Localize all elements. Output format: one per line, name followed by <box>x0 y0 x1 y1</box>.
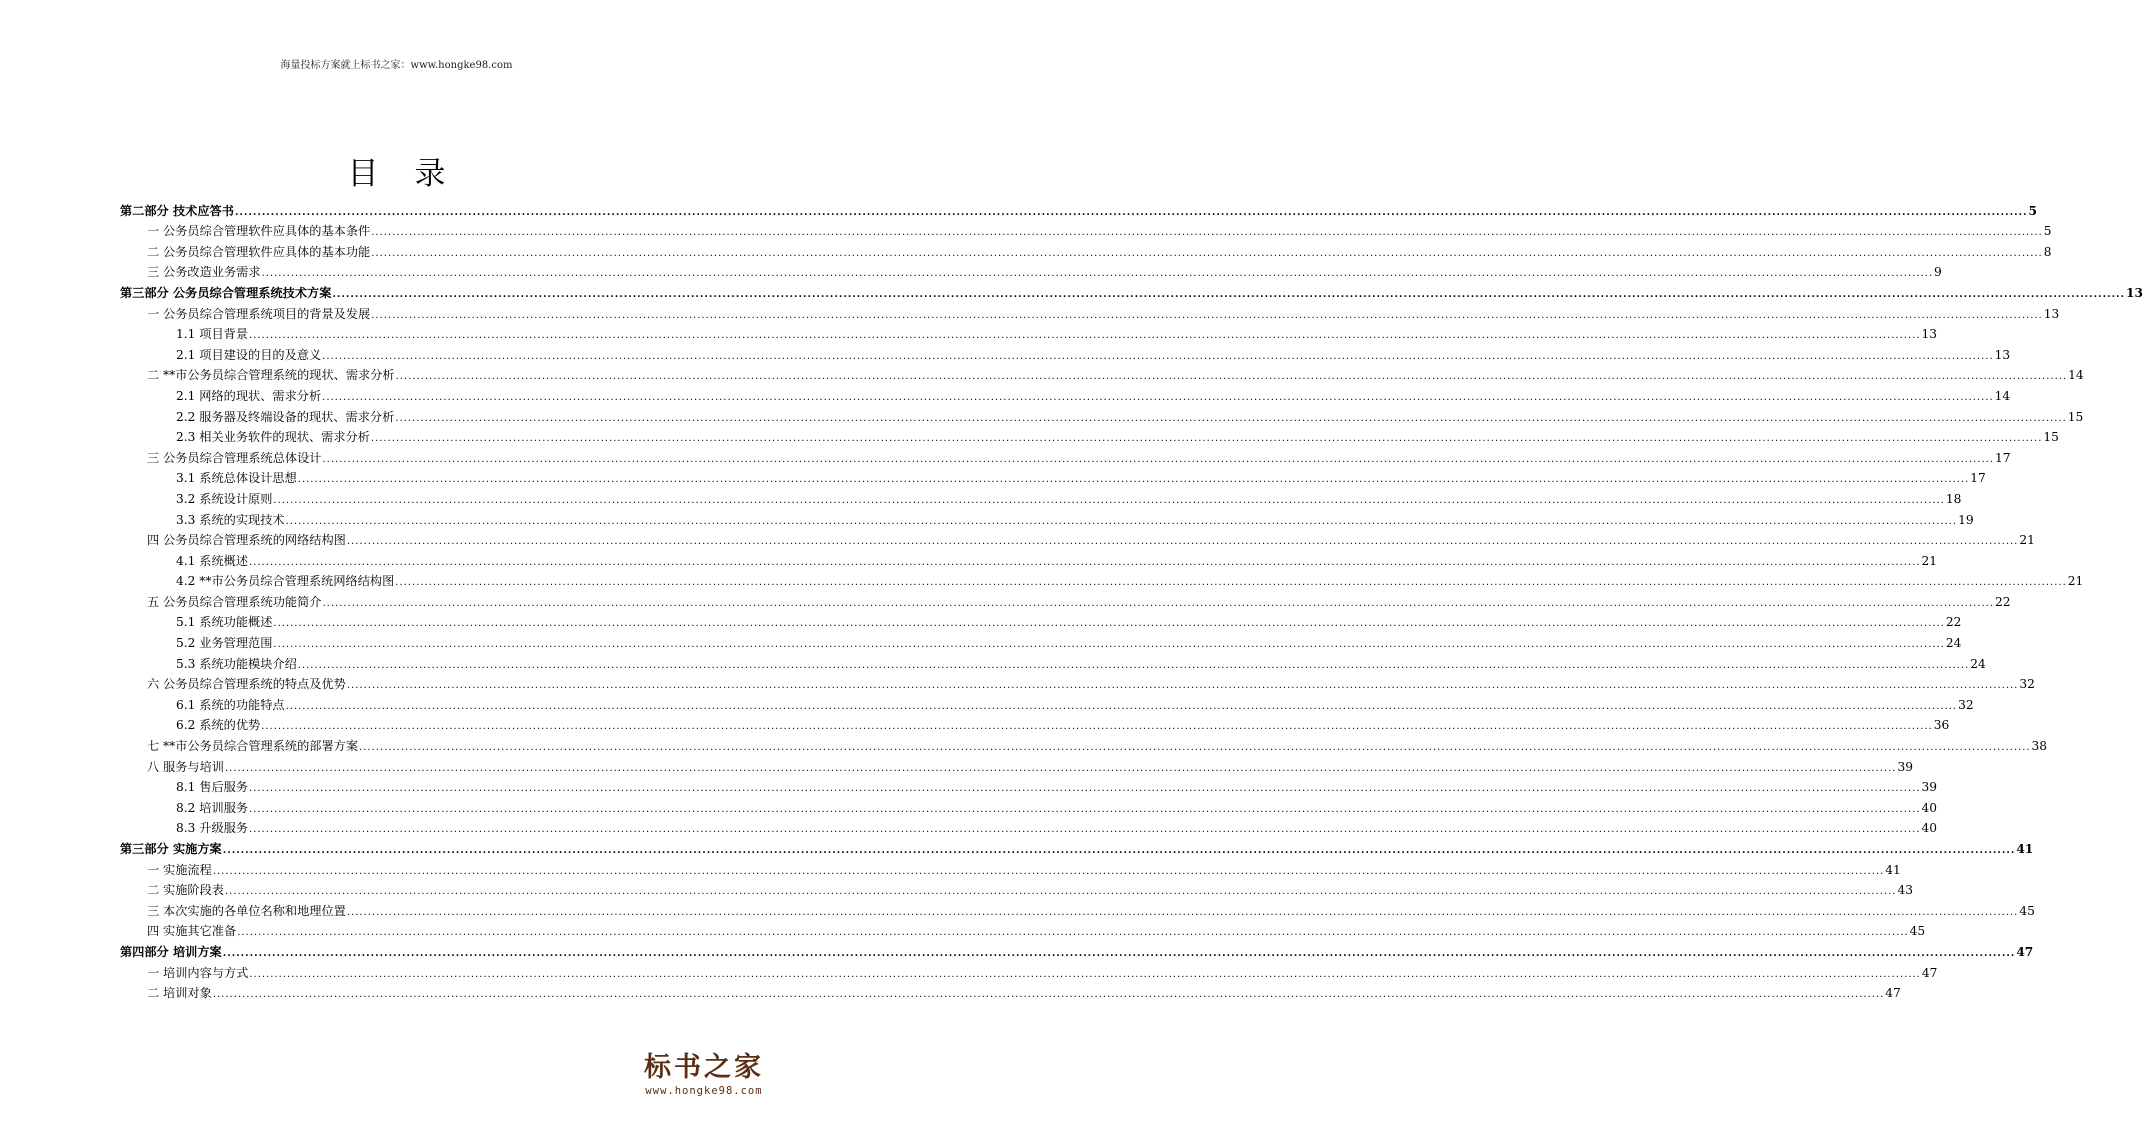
toc-dot-leader: ................................................................................................................................................................................................................................................................................................................................................................................................................ <box>322 453 1994 465</box>
page-header: 海量投标方案就上标书之家：www.hongke98.com <box>280 60 513 71</box>
toc-entry-title: 一 公务员综合管理系统项目的背景及发展 <box>147 306 371 321</box>
toc-entry-title: 4.2 **市公务员综合管理系统网络结构图 <box>176 574 395 589</box>
logo-mark: 标书之家 <box>644 1052 764 1083</box>
toc-dot-leader: ................................................................................................................................................................................................................................................................................................................................................................................................................ <box>249 803 1921 815</box>
toc-entry-title: 4.1 系统概述 <box>176 553 249 568</box>
toc-entry-title: 一 公务员综合管理软件应具体的基本条件 <box>147 224 371 239</box>
toc-dot-leader: ................................................................................................................................................................................................................................................................................................................................................................................................................ <box>212 989 1885 1001</box>
toc-entry[interactable] <box>120 241 2052 262</box>
toc-dot-leader: ................................................................................................................................................................................................................................................................................................................................................................................................................ <box>285 515 1958 527</box>
toc-entry-page-number: 21 <box>1921 553 1938 568</box>
toc-dot-leader: ................................................................................................................................................................................................................................................................................................................................................................................................................ <box>297 659 1970 671</box>
toc-dot-leader: ................................................................................................................................................................................................................................................................................................................................................................................................................ <box>322 597 1994 609</box>
toc-entry-page-number: 13 <box>2043 306 2060 321</box>
toc-entry-page-number: 39 <box>1897 759 1913 774</box>
toc-entry[interactable] <box>120 694 1974 715</box>
toc-dot-leader: ................................................................................................................................................................................................................................................................................................................................................................................................................ <box>359 742 2031 754</box>
toc-entry-page-number: 5 <box>2028 203 2037 218</box>
toc-entry-page-number: 47 <box>1885 986 1901 1001</box>
toc-entry[interactable] <box>120 303 2060 324</box>
toc-entry-page-number: 18 <box>1945 491 1962 506</box>
toc-entry[interactable] <box>120 983 1901 1004</box>
toc-entry-page-number: 45 <box>2019 903 2035 918</box>
toc-dot-leader: ................................................................................................................................................................................................................................................................................................................................................................................................................ <box>212 865 1885 877</box>
toc-entry[interactable] <box>120 962 1938 983</box>
toc-entry-title: 六 公务员综合管理系统的特点及优势 <box>147 677 346 692</box>
toc-entry[interactable] <box>120 262 1942 283</box>
toc-entry[interactable] <box>120 530 2035 551</box>
page-title: 目录 <box>347 156 482 192</box>
toc-dot-leader: ................................................................................................................................................................................................................................................................................................................................................................................................................ <box>249 330 1921 342</box>
toc-entry-page-number: 47 <box>2016 944 2034 959</box>
toc-entry-title: 3.1 系统总体设计思想 <box>176 471 297 486</box>
toc-entry-title: 三 公务改造业务需求 <box>147 265 261 280</box>
toc-entry-title: 一 培训内容与方式 <box>147 965 249 980</box>
toc-entry-title: 8.2 培训服务 <box>176 800 249 815</box>
toc-dot-leader: ................................................................................................................................................................................................................................................................................................................................................................................................................ <box>225 886 1897 898</box>
toc-entry[interactable] <box>120 365 2084 386</box>
toc-entry-page-number: 14 <box>1994 388 2011 403</box>
toc-entry-page-number: 14 <box>2068 368 2084 383</box>
toc-entry[interactable] <box>120 571 2084 592</box>
toc-dot-leader: ................................................................................................................................................................................................................................................................................................................................................................................................................ <box>261 721 1933 733</box>
toc-entry[interactable] <box>120 921 1926 942</box>
toc-entry-page-number: 15 <box>2043 430 2059 445</box>
toc-entry-title: 5.1 系统功能概述 <box>176 615 273 630</box>
toc-entry-title: 第三部分 公务员综合管理系统技术方案 <box>120 285 332 300</box>
toc-dot-leader: ................................................................................................................................................................................................................................................................................................................................................................................................................ <box>249 783 1921 795</box>
toc-entry[interactable] <box>120 509 1974 530</box>
toc-entry-page-number: 24 <box>1945 636 1962 651</box>
toc-entry[interactable] <box>120 447 2011 468</box>
toc-entry[interactable] <box>120 221 2052 242</box>
toc-entry[interactable] <box>120 282 2143 303</box>
toc-entry[interactable] <box>120 468 1986 489</box>
toc-dot-leader: ................................................................................................................................................................................................................................................................................................................................................................................................................ <box>297 474 1970 486</box>
toc-entry[interactable] <box>120 427 2059 448</box>
toc-entry[interactable] <box>120 777 1938 798</box>
toc-dot-leader: ................................................................................................................................................................................................................................................................................................................................................................................................................ <box>371 227 2043 239</box>
toc-entry-page-number: 13 <box>1921 327 1938 342</box>
toc-dot-leader: ................................................................................................................................................................................................................................................................................................................................................................................................................ <box>225 762 1897 774</box>
toc-entry-title: 8.3 升级服务 <box>176 821 249 836</box>
toc-entry-page-number: 19 <box>1958 512 1974 527</box>
toc-entry[interactable] <box>120 900 2035 921</box>
toc-dot-leader: ................................................................................................................................................................................................................................................................................................................................................................................................................ <box>237 927 1909 939</box>
toc-entry-page-number: 15 <box>2067 409 2084 424</box>
toc-entry-page-number: 21 <box>2019 533 2035 548</box>
toc-entry[interactable] <box>120 385 2011 406</box>
toc-dot-leader: ................................................................................................................................................................................................................................................................................................................................................................................................................ <box>346 906 2019 918</box>
toc-entry-title: 三 本次实施的各单位名称和地理位置 <box>147 903 346 918</box>
toc-entry-page-number: 47 <box>1921 965 1938 980</box>
toc-entry-page-number: 24 <box>1970 656 1986 671</box>
toc-dot-leader: ................................................................................................................................................................................................................................................................................................................................................................................................................ <box>222 845 2016 856</box>
toc-entry-page-number: 40 <box>1921 821 1938 836</box>
toc-entry-page-number: 9 <box>1934 265 1942 280</box>
toc-entry[interactable] <box>120 488 1962 509</box>
toc-entry-page-number: 13 <box>2126 285 2143 300</box>
toc-dot-leader: ................................................................................................................................................................................................................................................................................................................................................................................................................ <box>249 556 1921 568</box>
toc-dot-leader: ................................................................................................................................................................................................................................................................................................................................................................................................................ <box>346 536 2019 548</box>
toc-dot-leader: ................................................................................................................................................................................................................................................................................................................................................................................................................ <box>222 947 2016 959</box>
toc-dot-leader: ................................................................................................................................................................................................................................................................................................................................................................................................................ <box>249 824 1921 836</box>
toc-entry-page-number: 43 <box>1897 883 1913 898</box>
toc-entry[interactable] <box>120 880 1913 901</box>
toc-entry-title: 2.2 服务器及终端设备的现状、需求分析 <box>176 409 395 424</box>
toc-entry[interactable] <box>120 653 1986 674</box>
toc-entry-title: 1.1 项目背景 <box>176 327 249 342</box>
toc-entry-page-number: 32 <box>2019 677 2035 692</box>
toc-entry-page-number: 22 <box>1994 594 2011 609</box>
toc-entry-page-number: 39 <box>1921 780 1938 795</box>
toc-entry-page-number: 41 <box>1885 862 1901 877</box>
toc-entry[interactable] <box>120 818 1938 839</box>
toc-dot-leader: ................................................................................................................................................................................................................................................................................................................................................................................................................ <box>273 618 1945 630</box>
toc-entry-title: 七 **市公务员综合管理系统的部署方案 <box>147 739 359 754</box>
toc-entry[interactable] <box>120 941 2034 962</box>
toc-entry-title: 2.3 相关业务软件的现状、需求分析 <box>176 430 370 445</box>
toc-entry[interactable] <box>120 859 1901 880</box>
toc-entry-page-number: 5 <box>2043 224 2052 239</box>
toc-entry[interactable] <box>120 632 1962 653</box>
toc-entry-title: 6.1 系统的功能特点 <box>176 697 285 712</box>
toc-dot-leader: ................................................................................................................................................................................................................................................................................................................................................................................................................ <box>395 412 2067 424</box>
toc-entry-page-number: 45 <box>1909 924 1926 939</box>
toc-dot-leader: ................................................................................................................................................................................................................................................................................................................................................................................................................ <box>249 968 1921 980</box>
toc-entry-title: 八 服务与培训 <box>147 759 224 774</box>
toc-dot-leader: ................................................................................................................................................................................................................................................................................................................................................................................................................ <box>346 680 2019 692</box>
toc-entry-title: 四 公务员综合管理系统的网络结构图 <box>147 533 346 548</box>
toc-entry-title: 第二部分 技术应答书 <box>120 203 234 218</box>
toc-entry[interactable] <box>120 612 1962 633</box>
toc-dot-leader: ................................................................................................................................................................................................................................................................................................................................................................................................................ <box>273 494 1945 506</box>
toc-entry[interactable] <box>120 735 2048 756</box>
toc-entry-title: 2.1 项目建设的目的及意义 <box>176 347 322 362</box>
toc-entry-title: 2.1 网络的现状、需求分析 <box>176 388 322 403</box>
toc-entry-title: 3.3 系统的实现技术 <box>176 512 285 527</box>
toc-entry-page-number: 36 <box>1933 718 1950 733</box>
toc-entry[interactable] <box>120 344 2011 365</box>
toc-entry[interactable] <box>120 715 1950 736</box>
toc-entry[interactable] <box>120 838 2034 859</box>
toc-dot-leader: ................................................................................................................................................................................................................................................................................................................................................................................................................ <box>395 371 2068 383</box>
toc-entry-page-number: 17 <box>1970 471 1986 486</box>
toc-entry[interactable] <box>120 756 1913 777</box>
toc-entry[interactable] <box>120 591 2011 612</box>
toc-entry-title: 二 公务员综合管理软件应具体的基本功能 <box>147 244 371 259</box>
toc-dot-leader: ................................................................................................................................................................................................................................................................................................................................................................................................................ <box>322 350 1994 362</box>
toc-entry[interactable] <box>120 674 2035 695</box>
toc-entry-title: 二 实施阶段表 <box>147 883 224 898</box>
toc-dot-leader: ................................................................................................................................................................................................................................................................................................................................................................................................................ <box>371 309 2043 321</box>
toc-dot-leader: ................................................................................................................................................................................................................................................................................................................................................................................................................ <box>371 247 2043 259</box>
site-logo <box>629 1052 779 1098</box>
toc-entry[interactable] <box>120 324 1938 345</box>
toc-dot-leader: ................................................................................................................................................................................................................................................................................................................................................................................................................ <box>234 206 2028 218</box>
toc-entry-title: 第四部分 培训方案 <box>120 944 222 959</box>
toc-entry-title: 5.2 业务管理范围 <box>176 636 273 651</box>
toc-dot-leader: ................................................................................................................................................................................................................................................................................................................................................................................................................ <box>332 288 2126 300</box>
toc-entry[interactable] <box>120 406 2084 427</box>
toc-dot-leader: ................................................................................................................................................................................................................................................................................................................................................................................................................ <box>322 391 1994 403</box>
toc-entry-title: 二 **市公务员综合管理系统的现状、需求分析 <box>147 368 395 383</box>
toc-entry-page-number: 17 <box>1994 450 2011 465</box>
toc-entry-title: 二 培训对象 <box>147 986 212 1001</box>
toc-entry-page-number: 41 <box>2016 842 2034 856</box>
toc-entry[interactable] <box>120 550 1938 571</box>
toc-entry-title: 三 公务员综合管理系统总体设计 <box>147 450 322 465</box>
toc-dot-leader: ................................................................................................................................................................................................................................................................................................................................................................................................................ <box>285 700 1958 712</box>
toc-entry-title: 四 实施其它准备 <box>147 924 237 939</box>
toc-entry-title: 6.2 系统的优势 <box>176 718 261 733</box>
toc-entry-title: 第三部分 实施方案 <box>120 842 222 856</box>
toc-dot-leader: ................................................................................................................................................................................................................................................................................................................................................................................................................ <box>370 433 2043 445</box>
toc-entry-title: 3.2 系统设计原则 <box>176 491 273 506</box>
toc-entry[interactable] <box>120 797 1938 818</box>
toc-entry-page-number: 40 <box>1921 800 1938 815</box>
toc-entry-title: 五 公务员综合管理系统功能简介 <box>147 594 322 609</box>
table-of-contents <box>120 200 2143 1003</box>
logo-url: www.hongke98.com <box>645 1085 763 1097</box>
toc-dot-leader: ................................................................................................................................................................................................................................................................................................................................................................................................................ <box>273 639 1945 651</box>
toc-entry[interactable] <box>120 200 2037 221</box>
toc-dot-leader: ................................................................................................................................................................................................................................................................................................................................................................................................................ <box>261 268 1934 280</box>
toc-entry-page-number: 32 <box>1958 697 1974 712</box>
toc-entry-title: 5.3 系统功能模块介绍 <box>176 656 297 671</box>
toc-entry-page-number: 21 <box>2067 574 2084 589</box>
toc-entry-page-number: 8 <box>2043 244 2052 259</box>
toc-entry-page-number: 22 <box>1945 615 1962 630</box>
toc-entry-page-number: 13 <box>1994 347 2011 362</box>
toc-entry-title: 一 实施流程 <box>147 862 212 877</box>
toc-dot-leader: ................................................................................................................................................................................................................................................................................................................................................................................................................ <box>395 577 2067 589</box>
toc-entry-page-number: 38 <box>2031 739 2048 754</box>
toc-entry-title: 8.1 售后服务 <box>176 780 249 795</box>
